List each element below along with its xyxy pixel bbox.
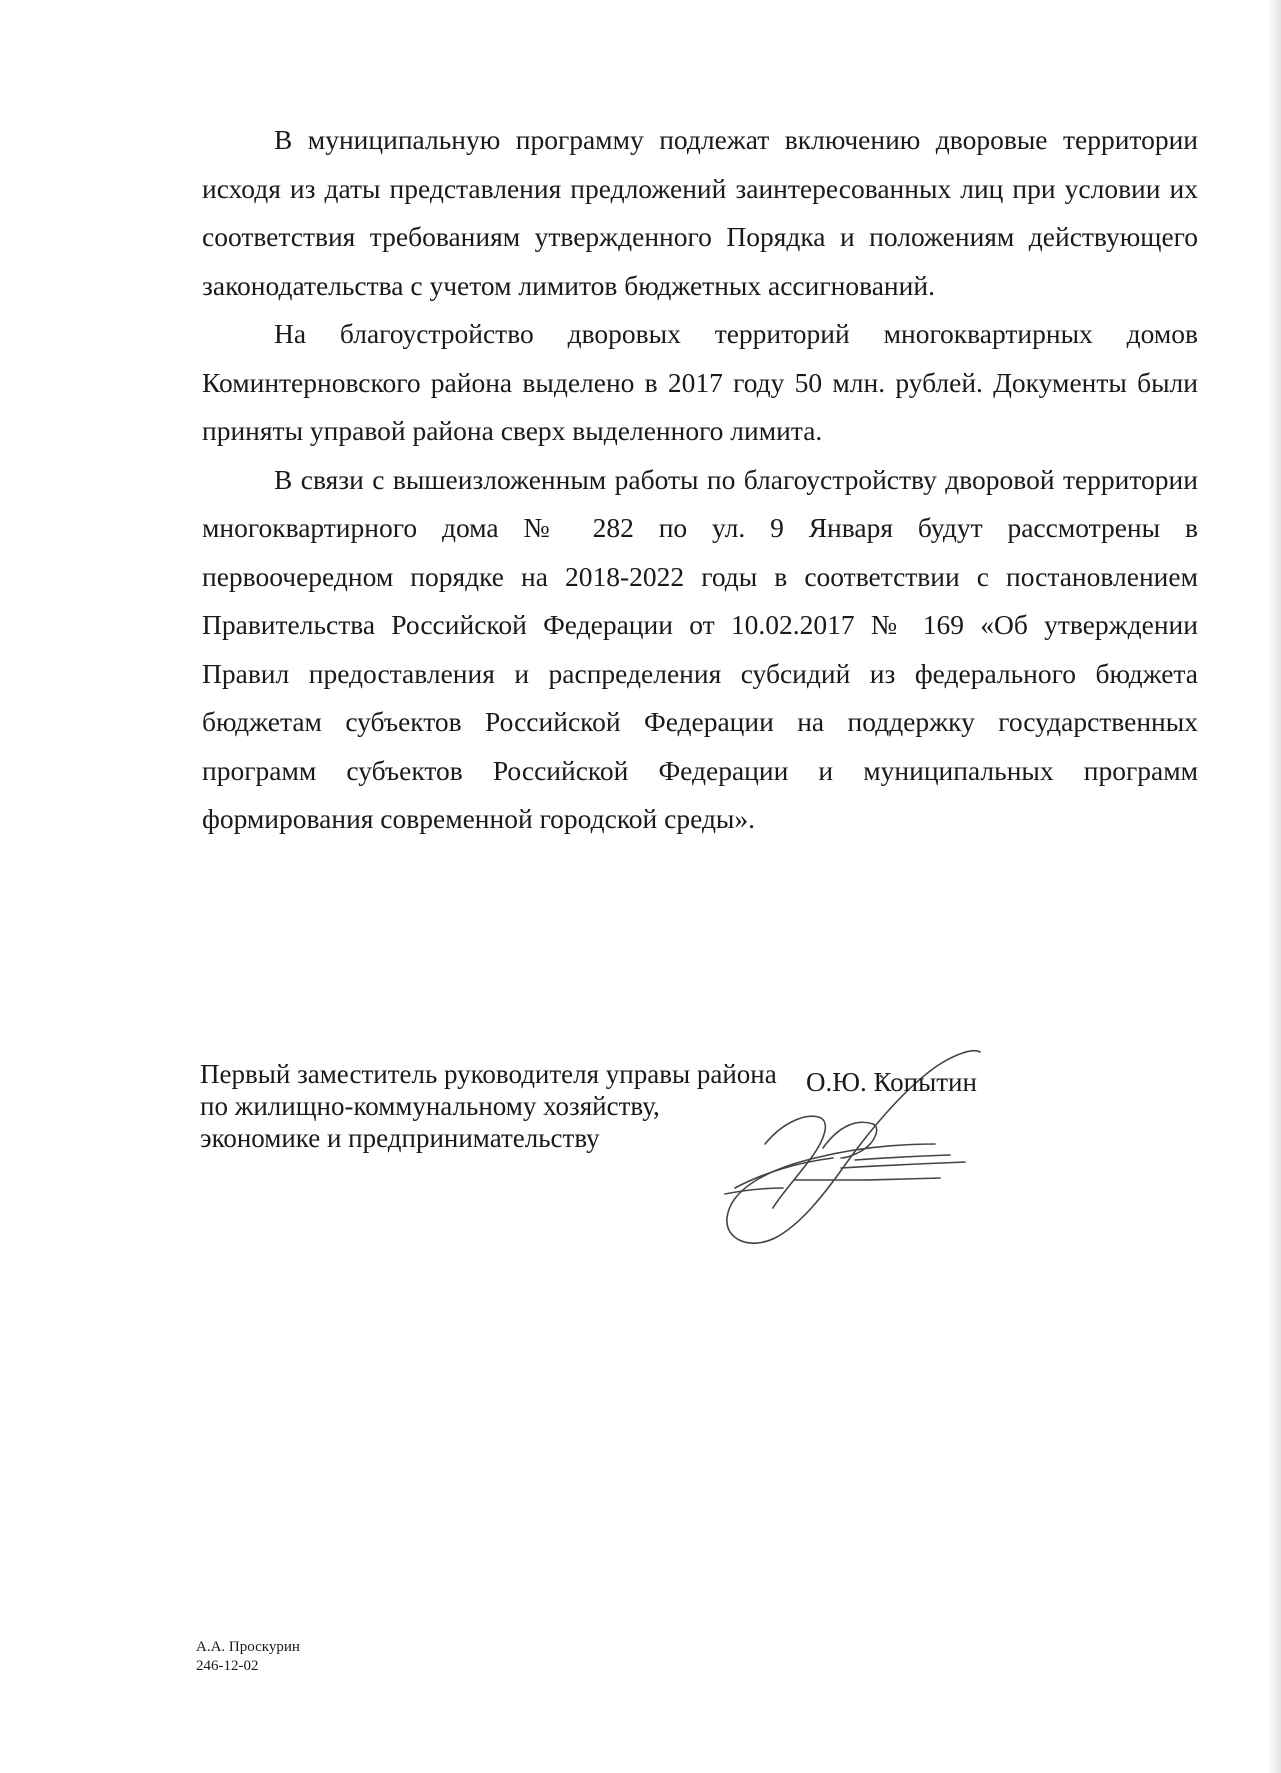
page-edge-shadow — [1267, 0, 1281, 1773]
signer-position-line: по жилищно-коммунальному хозяйству, — [200, 1091, 660, 1121]
letter-body — [202, 116, 1198, 844]
signer-position-line: экономике и предпринимательству — [200, 1123, 600, 1153]
paragraph-3: В связи с вышеизложенным работы по благоустройству дворовой территории многоквартирного дома № 282 по ул. 9 Января будут рассмотрены в первоочередном порядке на 2018-2022 годы в соответствии с постановлением Правительства Российской Федерации от 10.02.2017 № 169 «Об утверждении Правил предоставления и распределения субсидий из федерального бюджета бюджетам субъектов Российской Федерации на поддержку государственных программ субъектов Российской Федерации и муниципальных программ формирования современной городской среды». — [202, 463, 1198, 834]
executor-name: А.А. Проскурин — [196, 1639, 300, 1655]
executor-info — [196, 1638, 300, 1676]
signer-name: О.Ю. Копытин — [806, 1067, 977, 1097]
signer-position — [200, 1058, 1200, 1154]
signer-position-line: Первый заместитель руководителя управы района — [200, 1059, 777, 1089]
paragraph-2: На благоустройство дворовых территорий многоквартирных домов Коминтерновского района выделено в 2017 году 50 млн. рублей. Документы были приняты управой района сверх выделенного лимита. — [202, 318, 1198, 446]
paragraph-1: В муниципальную программу подлежат включению дворовые территории исходя из даты представления предложений заинтересованных лиц при условии их соответствия требованиям утвержденного Порядка и положениям действующего законодательства с учетом лимитов бюджетных ассигнований. — [202, 124, 1198, 301]
executor-phone: 246-12-02 — [196, 1658, 259, 1674]
